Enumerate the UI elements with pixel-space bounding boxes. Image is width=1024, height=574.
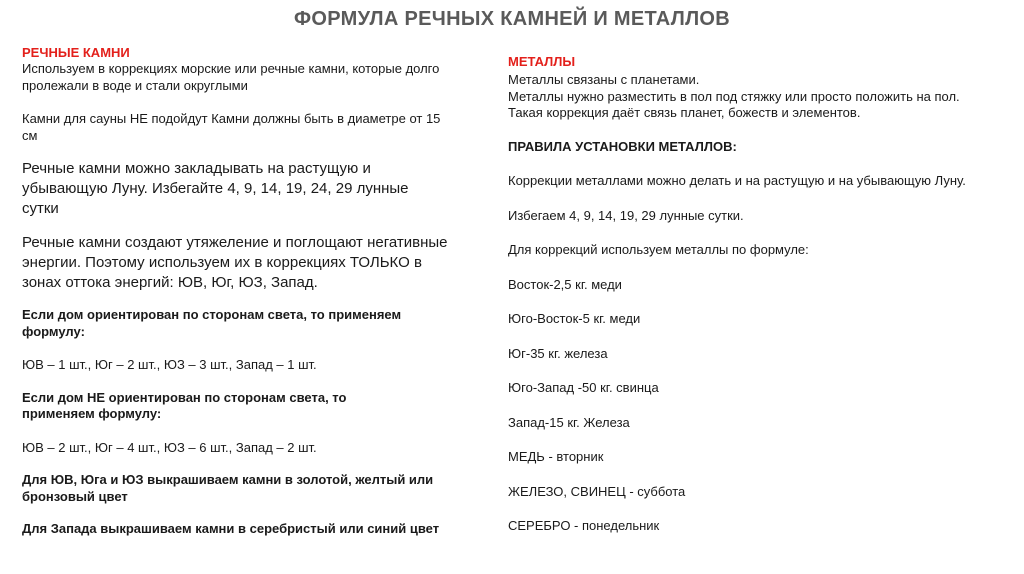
river-stones-column: [22, 45, 467, 538]
gold-paint-note: Для ЮВ, Юга и ЮЗ выкрашиваем камни в золотой, желтый или бронзовый цвет: [22, 472, 434, 504]
metal-item: Юго-Запад -50 кг. свинца: [508, 380, 659, 395]
metal-item: Запад-15 кг. Железа: [508, 414, 630, 430]
metals-heading: МЕТАЛЛЫ: [508, 54, 576, 69]
sauna-note: Камни для сауны НЕ подойдут Камни должны быть в диаметре от 15 см: [22, 111, 441, 143]
rule-2: Избегаем 4, 9, 14, 19, 29 лунные сутки.: [508, 207, 744, 223]
formula-intro: Для коррекций используем металлы по формуле:: [508, 242, 809, 257]
rules-heading: ПРАВИЛА УСТАНОВКИ МЕТАЛЛОВ:: [508, 138, 737, 154]
metal-item: СЕРЕБРО - понедельник: [508, 518, 660, 533]
moon-note: Речные камни можно закладывать на растущую и убывающую Луну. Избегайте 4, 9, 14, 19, 24, 29 лунные сутки: [22, 160, 409, 217]
oriented-formula: ЮВ – 1 шт., Юг – 2 шт., ЮЗ – 3 шт., Запад – 1 шт.: [22, 357, 317, 372]
metals-column: [508, 54, 978, 535]
metals-line-2: Металлы нужно разместить в пол под стяжку или просто положить на пол. Такая коррекция даёт связь планет, божеств и элементов.: [508, 88, 960, 120]
metal-item: Юг-35 кг. железа: [508, 345, 608, 361]
metal-item: Восток-2,5 кг. меди: [508, 276, 622, 292]
not-oriented-heading: Если дом НЕ ориентирован по сторонам света, то применяем формулу:: [22, 389, 347, 421]
silver-paint-note: Для Запада выкрашиваем камни в серебристый или синий цвет: [22, 521, 440, 536]
oriented-heading: Если дом ориентирован по сторонам света, то применяем формулу:: [22, 307, 402, 339]
metal-item: МЕДЬ - вторник: [508, 449, 604, 464]
not-oriented-formula: ЮВ – 2 шт., Юг – 4 шт., ЮЗ – 6 шт., Запад – 2 шт.: [22, 439, 317, 455]
rule-1: Коррекции металлами можно делать и на растущую и на убывающую Луну.: [508, 173, 966, 188]
metal-item: Юго-Восток-5 кг. меди: [508, 311, 641, 326]
river-stones-intro: Используем в коррекциях морские или речные камни, которые долго пролежали в воде и стали округлыми: [22, 61, 440, 93]
metals-line-1: Металлы связаны с планетами.: [508, 72, 700, 87]
river-stones-heading: РЕЧНЫЕ КАМНИ: [22, 45, 130, 60]
energy-note: Речные камни создают утяжеление и поглощают негативные энергии. Поэтому используем их в коррекциях ТОЛЬКО в зонах оттока энергий: ЮВ, Юг, ЮЗ, Запад.: [22, 234, 448, 291]
metal-item: ЖЕЛЕЗО, СВИНЕЦ - суббота: [508, 483, 686, 499]
slide-title: ФОРМУЛА РЕЧНЫХ КАМНЕЙ И МЕТАЛЛОВ: [294, 8, 730, 30]
